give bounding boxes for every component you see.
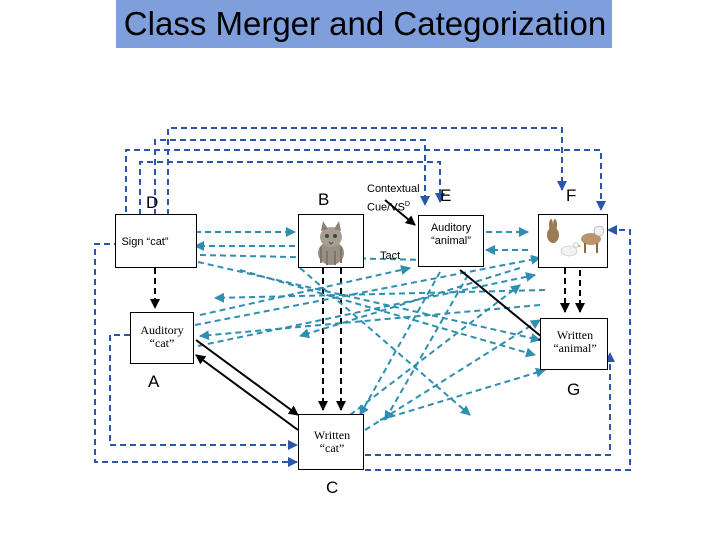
node-b-image [298, 214, 364, 268]
cross-11 [215, 290, 545, 298]
loop-line-2 [126, 150, 601, 222]
cross-15 [300, 268, 470, 415]
tact-label: Tact [380, 250, 401, 262]
sign-cat-label: Sign “cat” [121, 236, 169, 248]
cue-line-1: Contextual [367, 183, 420, 195]
cross-6 [240, 270, 535, 355]
letter-a: A [148, 372, 160, 391]
written-animal-label: Written “animal” [553, 328, 597, 355]
written-cat-label: Written “cat” [313, 428, 351, 455]
cross-7 [365, 320, 540, 430]
node-written-animal [540, 318, 608, 370]
cue-line-2: Cue/VS [367, 201, 405, 214]
link-a-c [196, 340, 298, 415]
letter-g: G [567, 380, 581, 399]
page-title: Class Merger and Categorization [123, 5, 607, 42]
node-auditory-animal [418, 215, 484, 267]
cross-2 [195, 258, 540, 325]
top-loops [126, 128, 601, 222]
node-written-cat [298, 414, 364, 470]
node-auditory-cat [130, 312, 194, 364]
contextual-cue-label [367, 182, 420, 216]
cross-12 [385, 275, 468, 420]
letter-f: F [566, 186, 577, 205]
animals-image [539, 215, 607, 267]
loop-line-1 [168, 128, 562, 215]
node-f-image [538, 214, 608, 268]
letter-c: C [326, 478, 339, 497]
node-sign-cat [115, 214, 197, 268]
cat-image [299, 215, 363, 267]
vertical-links [155, 268, 580, 410]
letter-b: B [318, 190, 330, 209]
cue-superscript: D [404, 201, 410, 208]
cross-8 [350, 285, 520, 415]
auditory-cat-label: Auditory “cat” [140, 323, 184, 350]
cross-links [195, 255, 545, 430]
auditory-animal-label: Auditory “animal” [430, 222, 472, 247]
link-c-a [196, 355, 298, 430]
cross-9 [380, 370, 545, 420]
letter-e: E [440, 186, 452, 205]
letter-d: D [146, 193, 159, 212]
